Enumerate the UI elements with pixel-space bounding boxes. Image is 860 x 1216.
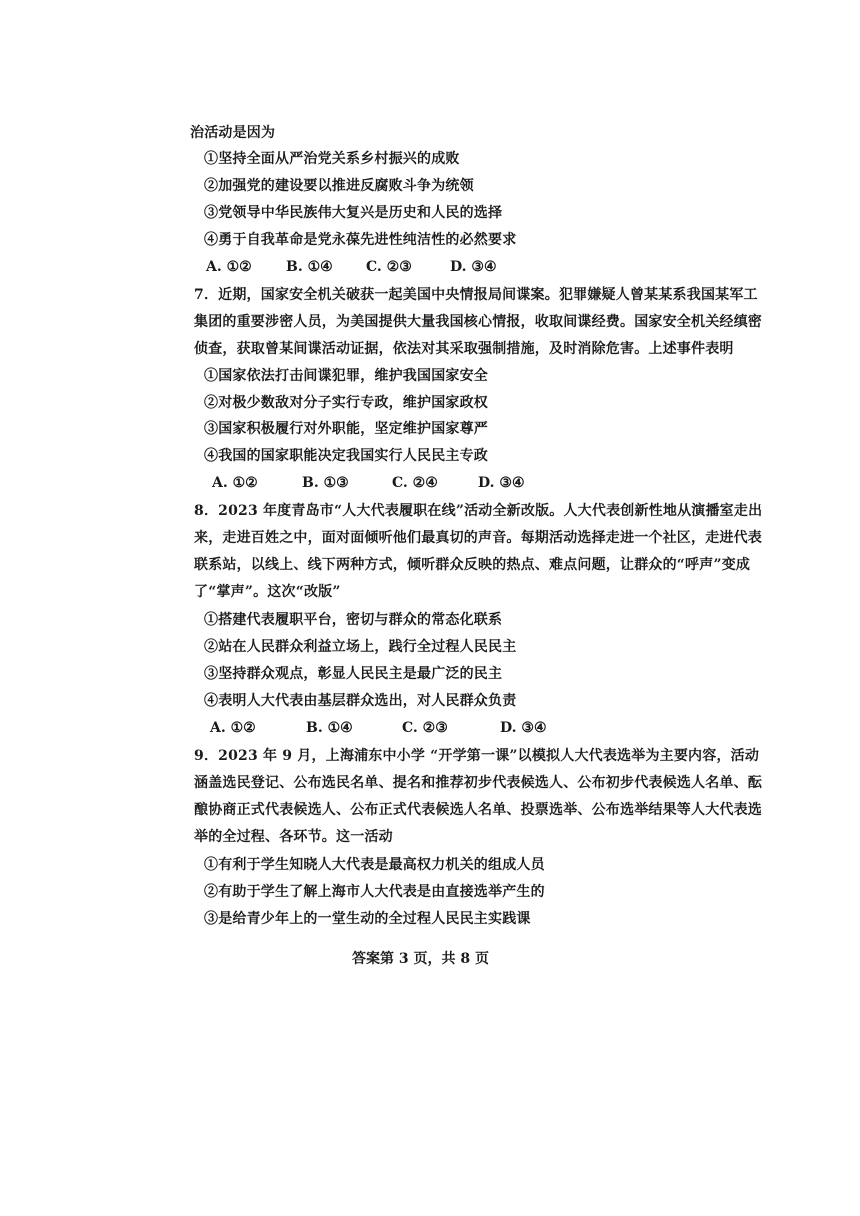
q8-stem-line-4: 了“掌声”。这次“改版” [194, 584, 341, 600]
q7-choice-c: C. ②④ [392, 475, 438, 491]
q7-stem-line-3: 侦查，获取曾某间谍活动证据，依法对其采取强制措施，及时消除危害。上述事件表明 [194, 341, 734, 357]
page-footer: 答案第 3 页，共 8 页 [352, 951, 489, 967]
q6-choice-a: A. ①② [206, 259, 252, 275]
q6-choice-c: C. ②③ [366, 259, 412, 275]
q7-option-3: ③国家积极履行对外职能，坚定维护国家尊严 [204, 421, 488, 437]
q8-stem-line-1: 8．2023 年度青岛市“人大代表履职在线”活动全新改版。人大代表创新性地从演播室走出 [194, 503, 763, 519]
q7-option-2: ②对极少数敌对分子实行专政，维护国家政权 [204, 395, 488, 411]
q7-option-4: ④我国的国家职能决定我国实行人民民主专政 [204, 448, 488, 464]
q9-stem-line-2: 涵盖选民登记、公布选民名单、提名和推荐初步代表候选人、公布初步代表候选人名单、酝 [194, 775, 762, 791]
q6-option-2: ②加强党的建设要以推进反腐败斗争为统领 [204, 178, 474, 194]
q9-option-2: ②有助于学生了解上海市人大代表是由直接选举产生的 [204, 884, 545, 900]
q6-option-4: ④勇于自我革命是党永葆先进性纯洁性的必然要求 [204, 232, 517, 248]
q7-choice-d: D. ③④ [478, 475, 525, 491]
q8-choice-a: A. ①② [210, 720, 256, 736]
q7-choice-b: B. ①③ [302, 475, 349, 491]
q8-stem-line-3: 联系站，以线上、线下两种方式，倾听群众反映的热点、难点问题，让群众的“呼声”变成 [194, 557, 751, 573]
q7-option-1: ①国家依法打击间谍犯罪，维护我国国家安全 [204, 368, 488, 384]
q8-option-4: ④表明人大代表由基层群众选出，对人民群众负责 [204, 693, 517, 709]
q8-option-3: ③坚持群众观点，彰显人民民主是最广泛的民主 [204, 666, 503, 682]
q6-option-1: ①坚持全面从严治党关系乡村振兴的成败 [204, 151, 460, 167]
q8-choice-d: D. ③④ [500, 720, 547, 736]
q8-choice-b: B. ①④ [306, 720, 353, 736]
q7-choice-a: A. ①② [212, 475, 258, 491]
q6-option-3: ③党领导中华民族伟大复兴是历史和人民的选择 [204, 205, 503, 221]
q8-option-1: ①搭建代表履职平台，密切与群众的常态化联系 [204, 612, 503, 628]
q7-stem-line-1: 7．近期，国家安全机关破获一起美国中央情报局间谍案。犯罪嫌疑人曾某某系我国某军工 [194, 287, 758, 303]
q9-stem-line-4: 举的全过程、各环节。这一活动 [194, 829, 393, 845]
q6-choice-d: D. ③④ [450, 259, 497, 275]
q9-option-3: ③是给青少年上的一堂生动的全过程人民民主实践课 [204, 911, 531, 927]
q7-stem-line-2: 集团的重要涉密人员，为美国提供大量我国核心情报，收取间谍经费。国家安全机关经缜密 [194, 314, 762, 330]
q6-stem-tail: 治活动是因为 [190, 125, 276, 141]
q8-option-2: ②站在人民群众利益立场上，践行全过程人民民主 [204, 639, 517, 655]
q6-choice-b: B. ①④ [286, 259, 333, 275]
q9-stem-line-1: 9．2023 年 9 月，上海浦东中小学 “开学第一课”以模拟人大代表选举为主要内容，活动 [194, 748, 760, 764]
q8-stem-line-2: 来，走进百姓之中，面对面倾听他们最真切的声音。每期活动选择走进一个社区，走进代表 [194, 530, 762, 546]
q9-stem-line-3: 酿协商正式代表候选人、公布正式代表候选人名单、投票选举、公布选举结果等人大代表选 [194, 802, 762, 818]
q8-choice-c: C. ②③ [402, 720, 448, 736]
q9-option-1: ①有利于学生知晓人大代表是最高权力机关的组成人员 [204, 857, 545, 873]
